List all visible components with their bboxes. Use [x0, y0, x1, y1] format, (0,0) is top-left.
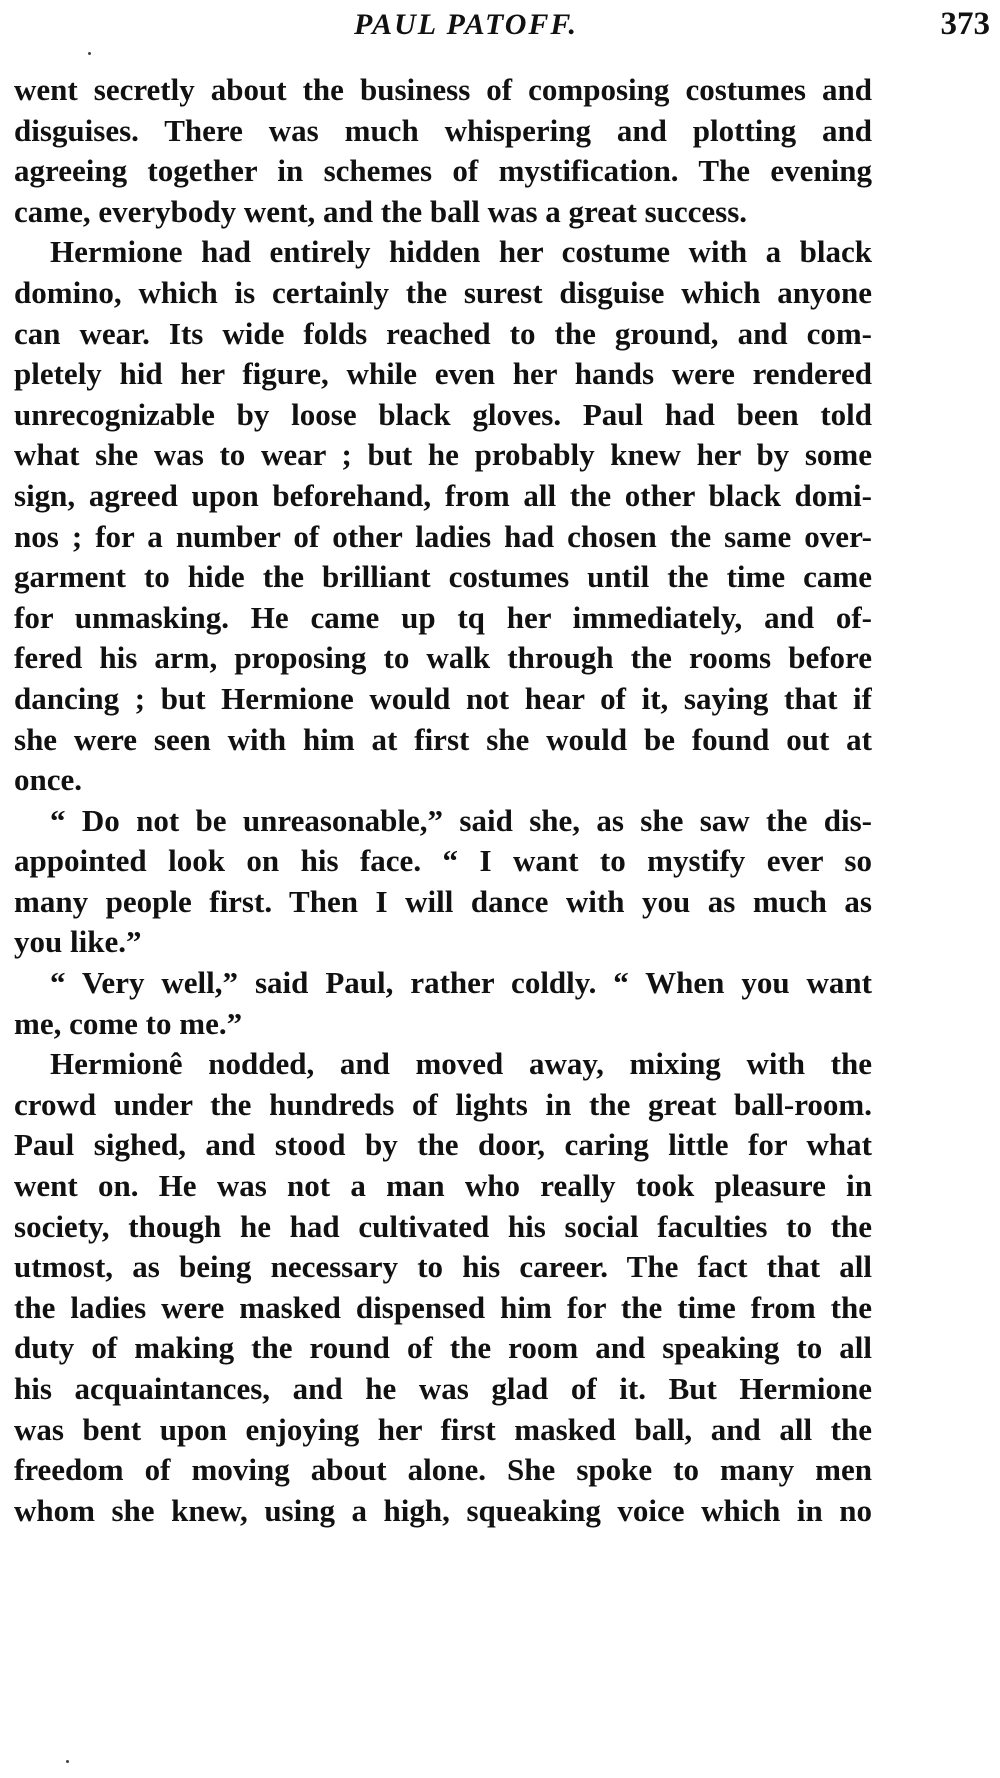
text-line: once.: [14, 762, 83, 798]
text-line: went secretly about the business of composing costumes and: [14, 72, 872, 107]
text-line: disguises. There was much whispering and plotting and: [14, 112, 872, 148]
text-line: what she was to wear ; but he probably knew her by some: [14, 437, 872, 473]
text-line: pletely hid her figure, while even her hands were rendered: [14, 356, 872, 392]
text-line: “ Very well,” said Paul, rather coldly. “ When you want: [50, 965, 872, 1001]
text-line: whom she knew, using a high, squeaking voice which in no: [14, 1492, 872, 1528]
text-line: agreeing together in schemes of mystification. The evening: [14, 153, 872, 189]
text-line: Hermione had entirely hidden her costume with a black: [50, 234, 872, 270]
text-line: the ladies were masked dispensed him for the time from the: [14, 1289, 872, 1325]
text-line: was bent upon enjoying her first masked ball, and all the: [14, 1411, 872, 1447]
page-header: [14, 4, 990, 46]
text-line: fered his arm, proposing to walk through the rooms before: [14, 640, 872, 676]
text-line: domino, which is certainly the surest disguise which anyone: [14, 274, 872, 310]
text-line: sign, agreed upon beforehand, from all the other black domi-: [14, 477, 872, 513]
print-speck: [66, 1760, 69, 1763]
text-line: Hermionê nodded, and moved away, mixing with the: [50, 1046, 872, 1082]
text-line: Paul sighed, and stood by the door, caring little for what: [14, 1127, 872, 1163]
body-text: [14, 70, 872, 1531]
text-line: crowd under the hundreds of lights in the great ball-room.: [14, 1086, 872, 1122]
page-number: 373: [940, 6, 990, 42]
text-line: went on. He was not a man who really took pleasure in: [14, 1168, 872, 1204]
text-line: nos ; for a number of other ladies had chosen the same over-: [14, 518, 872, 554]
text-line: “ Do not be unreasonable,” said she, as she saw the dis-: [50, 802, 872, 838]
text-line: dancing ; but Hermione would not hear of it, saying that if: [14, 680, 872, 716]
text-line: for unmasking. He came up tq her immediately, and of-: [14, 599, 872, 635]
text-line: you like.”: [14, 924, 142, 960]
text-line: utmost, as being necessary to his career. The fact that all: [14, 1249, 872, 1285]
text-line: came, everybody went, and the ball was a great success.: [14, 193, 748, 229]
text-line: garment to hide the brilliant costumes until the time came: [14, 559, 872, 595]
text-line: his acquaintances, and he was glad of it. But Hermione: [14, 1371, 872, 1406]
text-line: appointed look on his face. “ I want to mystify ever so: [14, 843, 872, 879]
text-line: society, though he had cultivated his social faculties to the: [14, 1208, 872, 1244]
text-line: many people first. Then I will dance with you as much as: [14, 883, 872, 919]
running-title: PAUL PATOFF.: [354, 8, 579, 41]
text-line: unrecognizable by loose black gloves. Paul had been told: [14, 396, 872, 432]
text-line: freedom of moving about alone. She spoke to many men: [14, 1452, 872, 1488]
text-line: can wear. Its wide folds reached to the ground, and com-: [14, 315, 872, 351]
text-line: me, come to me.”: [14, 1005, 243, 1041]
print-speck: [88, 52, 91, 55]
text-line: she were seen with him at first she would be found out at: [14, 721, 872, 757]
text-line: duty of making the round of the room and speaking to all: [14, 1330, 872, 1366]
